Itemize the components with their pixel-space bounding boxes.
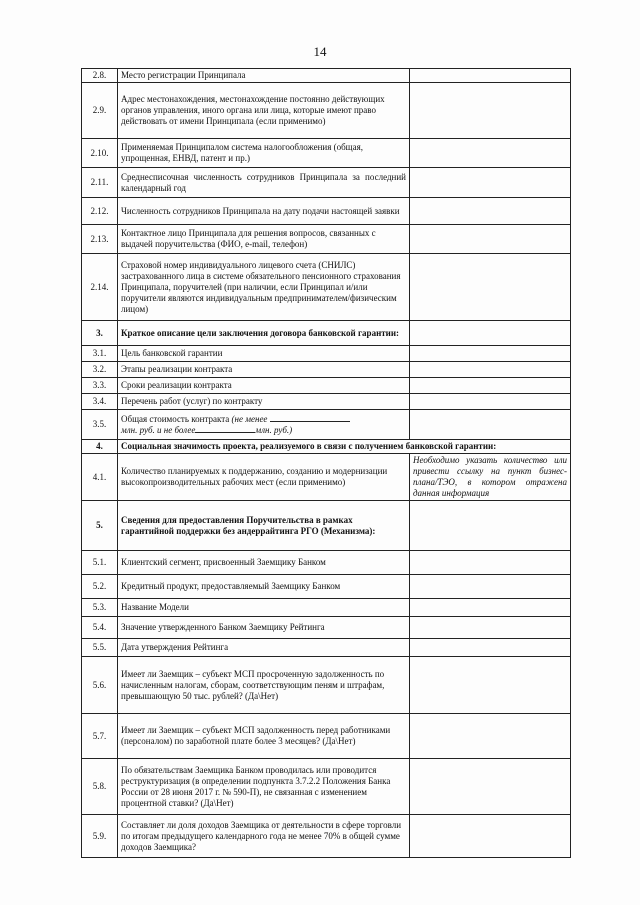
row-number: 2.8. [82, 69, 118, 83]
row-number: 4.1. [82, 454, 118, 501]
table-row [82, 815, 571, 858]
row-label: Имеет ли Заемщик – субъект МСП задолженность перед работниками (персоналом) по заработной плате более 3 месяцев? (Да\Нет) [118, 714, 410, 759]
table-row [82, 759, 571, 815]
table-row [82, 378, 571, 394]
row-label: Страховой номер индивидуального лицевого счета (СНИЛС) застрахованного лица в системе обязательного пенсионного страхования Принципала, поручителей (при наличии, если Принципал и/или поручители являются индивидуальным предпринимателем/физическим лицом) [118, 254, 410, 321]
row-label: По обязательствам Заемщика Банком проводилась или проводится реструктуризация (в определении подпункта 3.7.2.2 Положения Банка России от 28 июня 2017 г. № 590-П), не связанная с изменением процентной ставки? (Да\Нет) [118, 759, 410, 815]
row-value-cell[interactable] [410, 639, 571, 657]
table-row [82, 198, 571, 225]
row-number: 5.8. [82, 759, 118, 815]
row-label: Контактное лицо Принципала для решения вопросов, связанных с выдачей поручительства (ФИО, e-mail, телефон) [118, 225, 410, 254]
table-row [82, 168, 571, 198]
table-row [82, 599, 571, 617]
row-value-cell[interactable] [410, 394, 571, 410]
row-number: 2.10. [82, 139, 118, 168]
row-label: Место регистрации Принципала [118, 69, 410, 83]
table-row [82, 575, 571, 599]
row-label: Перечень работ (услуг) по контракту [118, 394, 410, 410]
row-value-cell[interactable] [410, 714, 571, 759]
row-label: Название Модели [118, 599, 410, 617]
row-label: Цель банковской гарантии [118, 346, 410, 362]
row-label: Количество планируемых к поддержанию, созданию и модернизации высокопроизводительных рабочих мест (если применимо) [118, 454, 410, 501]
row-value-cell[interactable] [410, 321, 571, 346]
row-value-cell[interactable] [410, 410, 571, 440]
table-row [82, 454, 571, 501]
table-row [82, 225, 571, 254]
row-number: 3.2. [82, 362, 118, 378]
row-number: 5.7. [82, 714, 118, 759]
row-number: 3. [82, 321, 118, 346]
row-value-cell[interactable] [410, 454, 571, 501]
row-value-cell[interactable] [410, 139, 571, 168]
table-row [82, 83, 571, 139]
row-number: 2.14. [82, 254, 118, 321]
row-value-cell[interactable] [410, 254, 571, 321]
row-value-cell[interactable] [410, 83, 571, 139]
row-value-cell[interactable] [410, 617, 571, 639]
row-number: 5.6. [82, 657, 118, 714]
row-label: Адрес местонахождения, местонахождение постоянно действующих органов управления, иного органа или лица, которые имеют право действовать от имени Принципала (если применимо) [118, 83, 410, 139]
section-title: Социальная значимость проекта, реализуемого в связи с получением банковской гарантии: [118, 440, 571, 454]
section-row [82, 321, 571, 346]
contract-cost-label: Общая стоимость контракта [121, 413, 230, 424]
section-row [82, 440, 571, 454]
row-value-cell[interactable] [410, 69, 571, 83]
page-number: 14 [313, 44, 327, 59]
row-number: 5.5. [82, 639, 118, 657]
table-row [82, 69, 571, 83]
row-label: Клиентский сегмент, присвоенный Заемщику Банком [118, 551, 410, 575]
table-row [82, 657, 571, 714]
row-value-cell[interactable] [410, 225, 571, 254]
row-number: 5.1. [82, 551, 118, 575]
contract-cost-unit: млн. руб.) [255, 424, 293, 435]
row-value-cell[interactable] [410, 378, 571, 394]
row-label: Сроки реализации контракта [118, 378, 410, 394]
table-row [82, 362, 571, 378]
row-value-cell[interactable] [410, 551, 571, 575]
row-number: 3.3. [82, 378, 118, 394]
row-value-cell[interactable] [410, 575, 571, 599]
table-row [82, 714, 571, 759]
application-form-table [81, 68, 571, 858]
row-value-cell[interactable] [410, 599, 571, 617]
table-row [82, 139, 571, 168]
row-label: Имеет ли Заемщик – субъект МСП просроченную задолженность по начисленным налогам, сборам, соответствующим пеням и штрафам, превышающую 50 тыс. рублей? (Да\Нет) [118, 657, 410, 714]
row-number: 3.5. [82, 410, 118, 440]
row-label: Численность сотрудников Принципала на дату подачи настоящей заявки [118, 198, 410, 225]
row-number: 3.4. [82, 394, 118, 410]
contract-cost-min-note: (не менее [231, 413, 268, 424]
row-label: Составляет ли доля доходов Заемщика от деятельности в сфере торговли по итогам предыдущего календарного года не менее 70% в общей сумме доходов Заемщика? [118, 815, 410, 858]
row-number: 2.11. [82, 168, 118, 198]
contract-cost-min-blank[interactable] [270, 421, 350, 422]
row-label: Кредитный продукт, предоставляемый Заемщику Банком [118, 575, 410, 599]
row-number: 2.9. [82, 83, 118, 139]
row-label: Применяемая Принципалом система налогообложения (общая, упрощенная, ЕНВД, патент и пр.) [118, 139, 410, 168]
row-label [118, 410, 410, 440]
table-row [82, 639, 571, 657]
row-number: 5. [82, 501, 118, 551]
row-number: 5.4. [82, 617, 118, 639]
section-title: Сведения для предоставления Поручительства в рамках гарантийной поддержки без андеррайтинга РГО (Механизма): [118, 501, 410, 551]
row-number: 5.9. [82, 815, 118, 858]
row-label: Дата утверждения Рейтинга [118, 639, 410, 657]
row-value-cell[interactable] [410, 346, 571, 362]
table-row [82, 394, 571, 410]
row-number: 2.12. [82, 198, 118, 225]
row-value-cell[interactable] [410, 362, 571, 378]
row-value-cell[interactable] [410, 759, 571, 815]
value-instruction: Необходимо указать количество или привести ссылку на пункт бизнес-плана/ТЭО, в котором отражена данная информация [413, 455, 567, 498]
row-number: 2.13. [82, 225, 118, 254]
row-value-cell[interactable] [410, 657, 571, 714]
table-row [82, 254, 571, 321]
row-label: Этапы реализации контракта [118, 362, 410, 378]
row-number: 5.2. [82, 575, 118, 599]
row-label: Значение утвержденного Банком Заемщику Рейтинга [118, 617, 410, 639]
table-row [82, 410, 571, 440]
table-row [82, 617, 571, 639]
row-value-cell[interactable] [410, 168, 571, 198]
section-row [82, 501, 571, 551]
row-value-cell[interactable] [410, 815, 571, 858]
row-number: 3.1. [82, 346, 118, 362]
row-value-cell[interactable] [410, 501, 571, 551]
row-label: Среднесписочная численность сотрудников Принципала за последний календарный год [118, 168, 410, 198]
row-value-cell[interactable] [410, 198, 571, 225]
row-number: 4. [82, 440, 118, 454]
contract-cost-max-note: млн. руб. и не более [121, 424, 196, 435]
table-row [82, 346, 571, 362]
table-row [82, 551, 571, 575]
contract-cost-max-blank[interactable] [195, 432, 255, 433]
row-number: 5.3. [82, 599, 118, 617]
section-title: Краткое описание цели заключения договора банковской гарантии: [118, 321, 410, 346]
